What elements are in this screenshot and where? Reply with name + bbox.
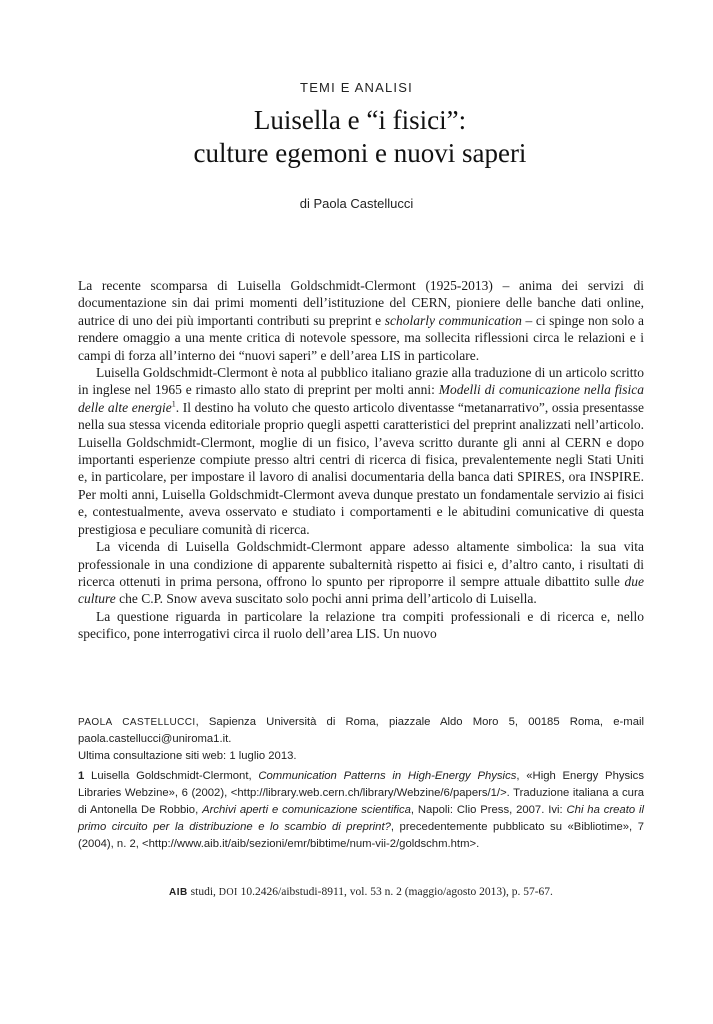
- affiliation-line: PAOLA CASTELLUCCI, Sapienza Università di Roma, piazzale Aldo Moro 5, 00185 Roma, e-mail paola.castellucci@uniroma1.it.: [78, 716, 644, 745]
- last-consultation: Ultima consultazione siti web: 1 luglio 2013.: [78, 750, 297, 762]
- footnote-ref[interactable]: 1: [171, 399, 176, 409]
- footnote-1: 1 Luisella Goldschmidt-Clermont, Communication Patterns in High-Energy Physics, «High Energy Physics Libraries Webzine», 6 (2002), <http://library.web.cern.ch/library/Webzine/6/papers/1/>. Traduzione italiana a cura di Antonella De Robbio, Archivi aperti e comunicazione scientifica, Napoli: Clio Press, 2007. Ivi: Chi ha creato il primo circuito per la distribuzione e lo scambio di preprint?, precedentemente pubblicato su «Bibliotime», 7 (2004), n. 2, <http://www.aib.it/aib/sezioni/emr/bibtime/num-vii-2/goldschm.htm>.: [78, 770, 645, 850]
- article-title: [60, 104, 660, 170]
- journal-citation-footer: AIB studi, DOI 10.2426/aibstudi-8911, vol. 53 n. 2 (maggio/agosto 2013), p. 57-67.: [169, 886, 553, 898]
- paragraph-2: Luisella Goldschmidt-Clermont è nota al pubblico italiano grazie alla traduzione di un articolo scritto in inglese nel 1965 e rimasto allo stato di preprint per molti anni: Modelli di comunicazione nella fisica delle alte energie$^1$. Il destino ha voluto che questo articolo diventasse “metanarrativo”, ossia presentasse nella sua stessa vicenda editoriale proprio quegli aspetti caratteristici del preprint analizzati nell’articolo. Luisella Goldschmidt-Clermont, moglie di un fisico, l’aveva scritto durante gli anni al CERN e dopo importanti esperienze compiute presso altri centri di ricerca di fisica, prevalentemente negli Stati Uniti e, in particolare, per impostare il lavoro di analisi documentaria della banca dati SPIRES, ora INSPIRE. Per molti anni, Luisella Goldschmidt-Clermont aveva dunque prestato un fondamentale servizio ai fisici e, contestualmente, aveva osservato e studiato i comportamenti e le abitudini comunicative di questa prestigiosa e peculiare comunità di ricerca.: [78, 365, 644, 537]
- author-affiliation: [78, 714, 644, 765]
- paragraph-1: La recente scomparsa di Luisella Goldschmidt-Clermont (1925-2013) – anima dei servizi di documentazione sin dai primi momenti dell’istituzione del CERN, pioniere delle banche dati online, autrice di uno dei più importanti contributi su preprint e scholarly communication – ci spinge non solo a rendere omaggio a una mente critica di notevole spessore, ma sollecita riflessioni circa le relazioni e i campi di forza all’interno dei “nuovi saperi” e dell’area LIS in particolare.: [78, 278, 644, 363]
- footnote-number: 1: [78, 770, 85, 782]
- article-body: [78, 277, 644, 643]
- section-label: TEMI E ANALISI: [300, 80, 413, 95]
- title-line-1: Luisella e “i fisici”:: [253, 105, 467, 135]
- author-byline: di Paola Castellucci: [299, 196, 414, 211]
- paragraph-3: La vicenda di Luisella Goldschmidt-Clermont appare adesso altamente simbolica: la sua vita professionale in una condizione di apparente subalternità rispetto ai fisici e, d’altro canto, i risultati di ricerca ottenuti in prima persona, offrono lo spunto per riproporre il sempre attuale dibattito sulle due culture che C.P. Snow aveva suscitato solo pochi anni prima dell’articolo di Luisella.: [78, 539, 644, 607]
- affiliation-name: PAOLA CASTELLUCCI: [78, 717, 196, 728]
- journal-logo-text: AIB: [169, 887, 188, 898]
- paragraph-4: La questione riguarda in particolare la relazione tra compiti professionali e di ricerca e, nello specifico, pone interrogativi circa il ruolo dell’area LIS. Un nuovo: [78, 608, 644, 642]
- title-line-2: culture egemoni e nuovi saperi: [193, 138, 527, 168]
